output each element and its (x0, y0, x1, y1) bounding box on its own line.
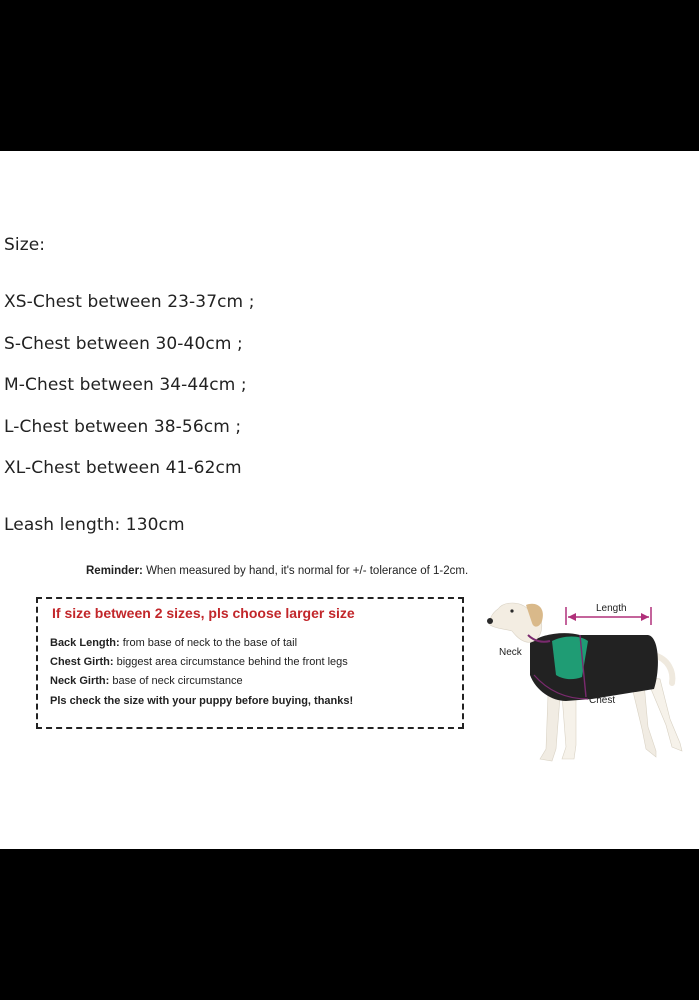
neck-girth-label: Neck Girth: (50, 675, 110, 687)
chest-girth-label: Chest Girth: (50, 656, 114, 668)
chest-label: Chest (589, 695, 616, 706)
neck-girth-text: base of neck circumstance (109, 675, 243, 687)
size-l: L-Chest between 38-56cm ; (4, 417, 242, 437)
size-chart-card (0, 151, 699, 849)
box-title: If size between 2 sizes, pls choose larger size (52, 605, 355, 621)
reminder-text: When measured by hand, it's normal for +/- tolerance of 1-2cm. (142, 565, 469, 577)
reminder-label: Reminder: (86, 565, 143, 577)
length-label: Length (596, 603, 627, 614)
dog-diagram (470, 579, 699, 849)
neck-girth-line (50, 675, 243, 687)
back-length-label: Back Length: (50, 637, 120, 649)
size-m: M-Chest between 34-44cm ; (4, 375, 247, 395)
back-length-line (50, 637, 297, 649)
size-s: S-Chest between 30-40cm ; (4, 334, 243, 354)
chest-girth-line (50, 656, 348, 668)
neck-label: Neck (499, 647, 522, 658)
size-label: Size: (4, 235, 46, 255)
chest-girth-text: biggest area circumstance behind the front legs (113, 656, 348, 668)
leash-length: Leash length: 130cm (4, 515, 185, 535)
dog-icon (487, 603, 682, 761)
back-length-text: from base of neck to the base of tail (119, 637, 298, 649)
measurement-box (36, 597, 464, 729)
size-xs: XS-Chest between 23-37cm ; (4, 292, 255, 312)
reminder-note (86, 565, 468, 577)
size-xl: XL-Chest between 41-62cm (4, 458, 242, 478)
check-note: Pls check the size with your puppy before buying, thanks! (50, 695, 354, 707)
